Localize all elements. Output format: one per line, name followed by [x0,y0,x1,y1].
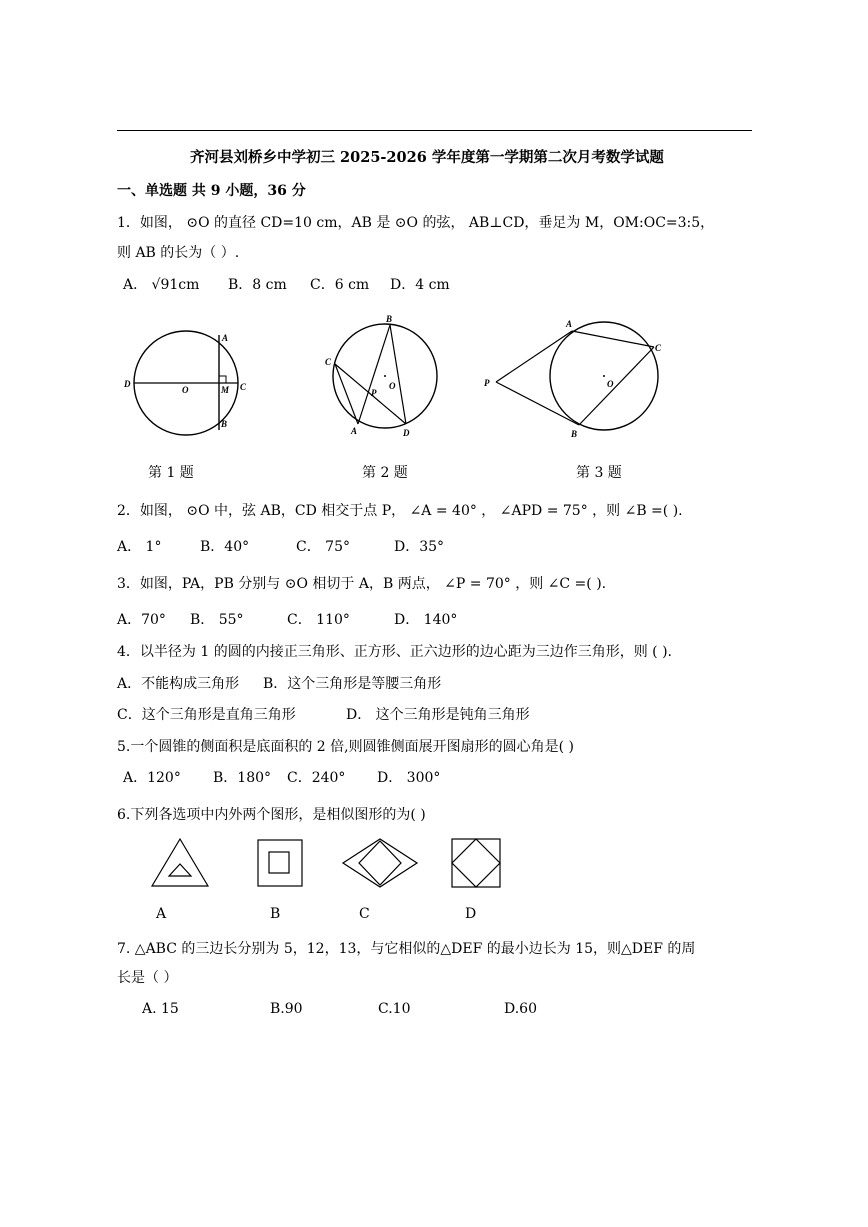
fig1-label-o: O [182,385,189,395]
q5-option-b: B．180° [213,770,272,786]
q7-option-b: B.90 [270,1001,303,1017]
section-heading: 一、单选题 共 9 小题，36 分 [117,183,306,199]
fig2-label-c: C [325,357,332,367]
q5-option-d: D． 300° [377,770,441,786]
fig3-label-c: C [655,343,662,353]
fig1-label-b: B [221,419,228,429]
q1-option-b: B．8 cm [228,277,287,293]
fig3-label-a: A [566,319,573,329]
q5-option-a: A．120° [123,770,181,786]
fig1-label-m: M [221,385,230,395]
q7-option-a: A. 15 [142,1001,179,1017]
figure-2-diagram [320,312,450,442]
q6-figure-a [150,836,212,890]
q4-option-c: C．这个三角形是直角三角形 [117,707,296,723]
q1-option-c: C．6 cm [310,277,370,293]
q3-option-d: D． 140° [394,612,458,628]
fig2-label-o: O [389,381,396,391]
figure-caption-1: 第 1 题 [148,465,194,481]
q2-option-d: D．35° [394,539,445,555]
q7-line1: 7. △ABC 的三边长分别为 5，12，13，与它相似的△DEF 的最小边长为 15，则△DEF 的周 [117,941,696,957]
q6-text: 6.下列各选项中内外两个图形，是相似图形的为( ) [117,807,426,823]
q1-option-d: D．4 cm [390,277,450,293]
q6-option-a: A [156,906,167,922]
q6-figure-c [340,836,420,892]
q2-option-a: A． 1° [117,539,162,555]
q5-text: 5.一个圆锥的侧面积是底面积的 2 倍,则圆锥侧面展开图扇形的圆心角是( ) [117,739,574,755]
q4-option-d: D． 这个三角形是钝角三角形 [346,707,530,723]
fig2-label-d: D [403,428,410,438]
q6-figure-d [450,836,502,890]
q6-option-d: D [465,906,477,922]
q7-line2: 长是（ ） [117,970,178,986]
q1-line1: 1．如图， ⊙O 的直径 CD=10 cm，AB 是 ⊙O 的弦， AB⊥CD，垂足为 M，OM:OC=3:5， [117,215,715,231]
fig3-label-b: B [571,429,578,439]
fig2-label-p: P [371,388,377,398]
q1-line2: 则 AB 的长为（ ）. [117,245,240,261]
q3-text: 3．如图，PA，PB 分别与 ⊙O 相切于 A，B 两点， ∠P = 70° ，则 ∠C =( ). [117,576,607,592]
fig3-label-p: P [484,378,490,388]
fig3-label-o: O [607,379,614,389]
q4-text: 4．以半径为 1 的圆的内接正三角形、正方形、正六边形的边心距为三边作三角形，则 ( ). [117,644,672,660]
fig1-label-c: C [240,382,247,392]
q2-option-c: C． 75° [296,539,350,555]
figure-3-diagram [480,314,680,444]
figure-caption-3: 第 3 题 [576,465,622,481]
q5-option-c: C．240° [287,770,346,786]
fig1-label-a: A [222,333,229,343]
page-title: 齐河县刘桥乡中学初三 2025-2026 学年度第一学期第二次月考数学试题 [190,149,664,166]
q4-option-a: A．不能构成三角形 [117,676,240,692]
q3-option-c: C． 110° [287,612,350,628]
q3-option-a: A．70° [117,612,166,628]
q2-option-b: B．40° [200,539,250,555]
q6-option-c: C [359,906,370,922]
q7-option-c: C.10 [378,1001,411,1017]
header-rule [117,130,752,131]
figure-caption-2: 第 2 题 [362,465,408,481]
q4-option-b: B．这个三角形是等腰三角形 [263,676,442,692]
q6-figure-b [256,838,304,890]
fig2-label-a: A [351,426,358,436]
q2-text: 2．如图， ⊙O 中，弦 AB，CD 相交于点 P， ∠A = 40° ， ∠APD = 75° ，则 ∠B =( ). [117,503,683,519]
figure-1-diagram [118,320,258,440]
fig2-label-b: B [386,314,393,324]
q7-option-d: D.60 [504,1001,537,1017]
q1-option-a: A． √91cm [123,277,200,293]
q6-option-b: B [270,906,281,922]
fig1-label-d: D [124,379,131,389]
q3-option-b: B． 55° [190,612,244,628]
